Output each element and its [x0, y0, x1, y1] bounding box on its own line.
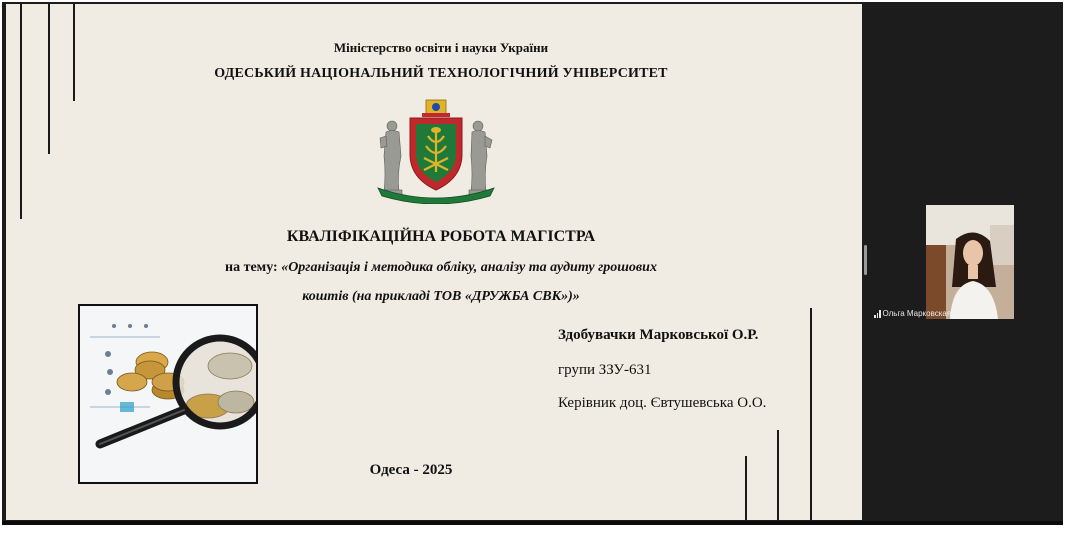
topic-line-2 — [6, 289, 862, 305]
student-group: групи ЗЗУ-631 — [558, 362, 652, 378]
shared-slide — [6, 4, 862, 520]
participant-name-label — [874, 308, 951, 320]
work-title: КВАЛІФІКАЦІЙНА РОБОТА МАГІСТРА — [286, 228, 596, 245]
topic-text-1: «Організація і методика обліку, аналізу та аудиту грошових — [281, 260, 657, 275]
bottom-toolbar-edge — [2, 521, 1063, 525]
topic-line-1 — [6, 260, 862, 276]
participant-name: Ольга Марковская — [882, 309, 952, 318]
topic-text-2: коштів (на прикладі ТОВ «ДРУЖБА СВК»)» — [302, 289, 580, 304]
topic-prefix: на тему: — [225, 260, 278, 275]
signal-strength-icon — [874, 310, 881, 318]
magnifier-coins-icon — [78, 304, 258, 484]
panel-resize-handle[interactable] — [864, 245, 867, 275]
student-name: Здобувачки Марковської О.Р. — [558, 327, 759, 343]
decor-line — [810, 308, 812, 520]
university-coat-of-arms-icon — [372, 96, 500, 204]
participant-video[interactable] — [926, 205, 1014, 319]
decor-line — [20, 4, 22, 219]
city-year: Одеса - 2025 — [369, 462, 453, 478]
ministry-title: Міністерство освіти і науки України — [333, 40, 549, 55]
meeting-viewer — [2, 2, 1063, 525]
university-name: ОДЕСЬКИЙ НАЦІОНАЛЬНИЙ ТЕХНОЛОГІЧНИЙ УНІВЕРСИТЕТ — [214, 66, 668, 81]
supervisor-line: Керівник доц. Євтушевська О.О. — [558, 395, 767, 411]
